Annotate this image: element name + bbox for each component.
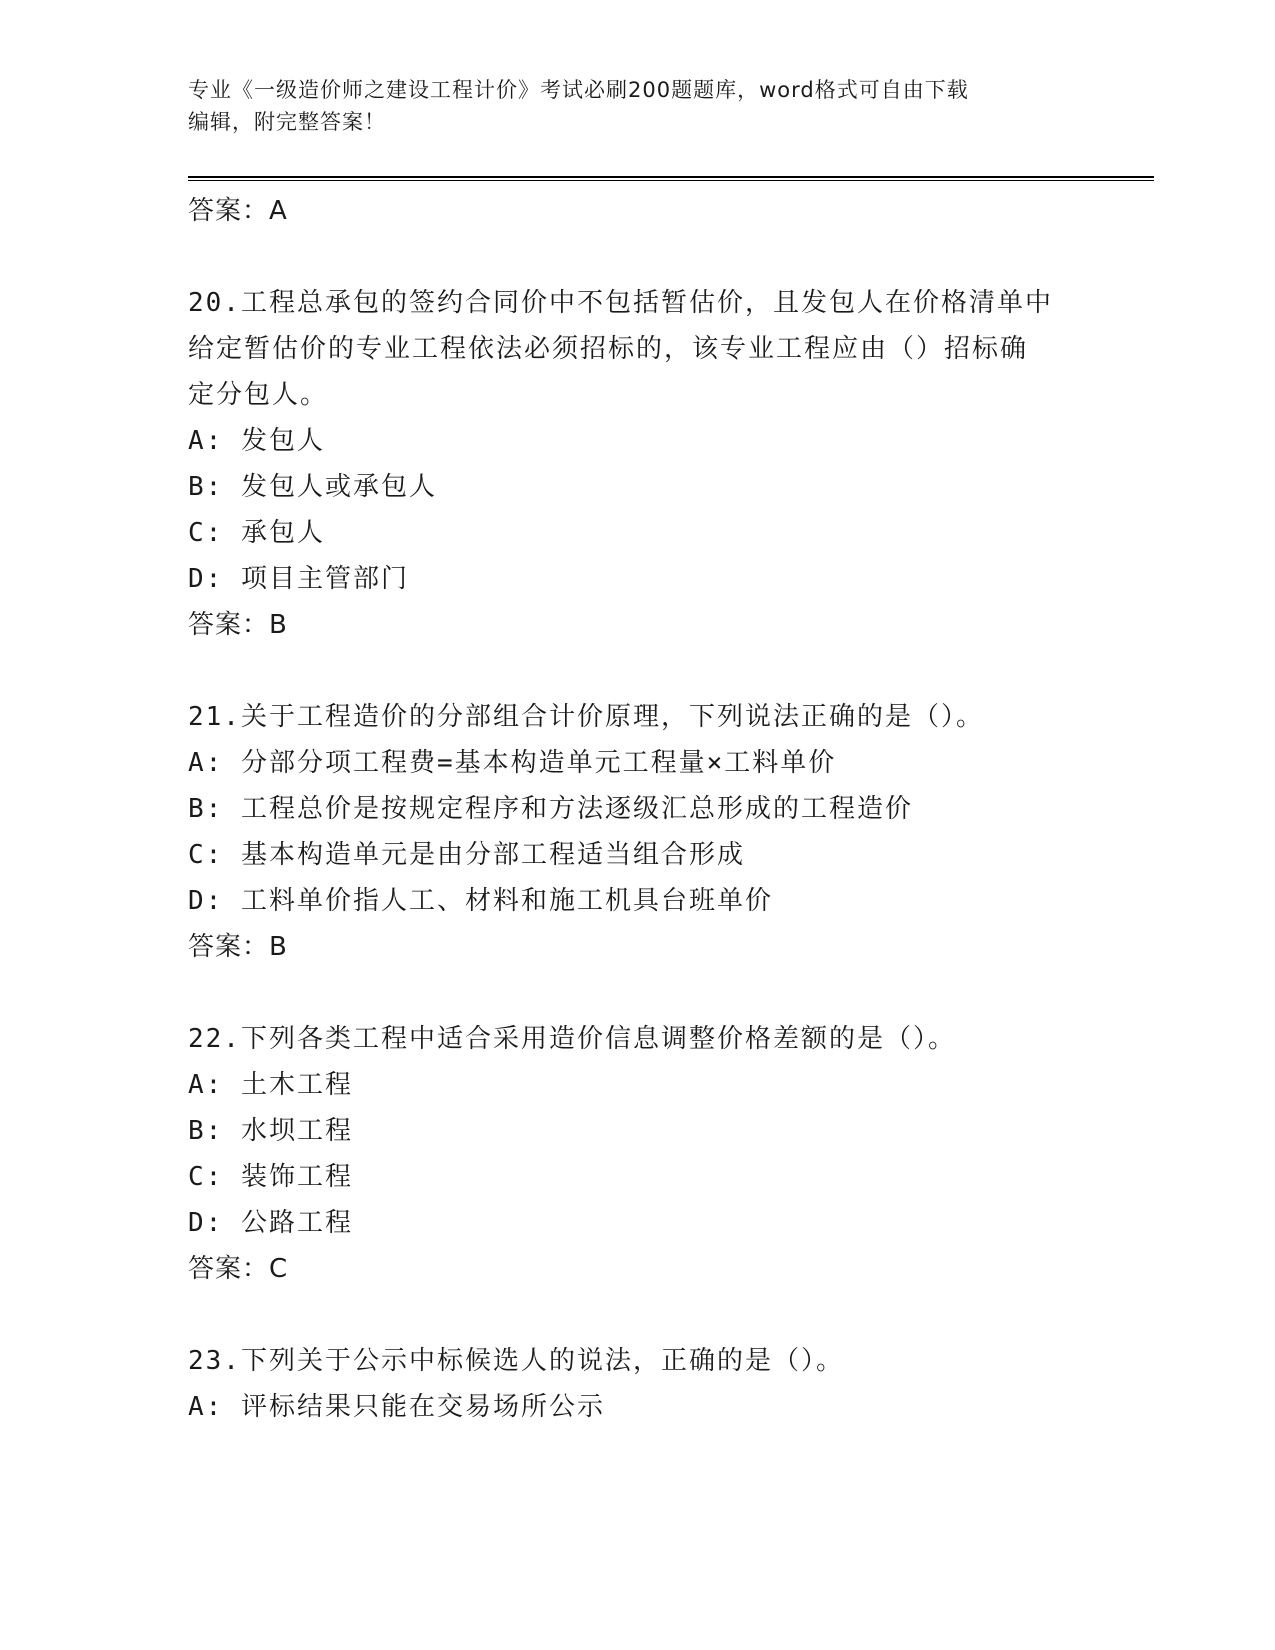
header-line-2: 编辑，附完整答案！ bbox=[188, 110, 386, 134]
option-a: A: 土木工程 bbox=[188, 1070, 353, 1100]
option-c: C: 基本构造单元是由分部工程适当组合形成 bbox=[188, 840, 745, 870]
answer-line: 答案：A bbox=[188, 196, 288, 226]
question-block bbox=[188, 1338, 1088, 1430]
answer-line: 答案：B bbox=[188, 610, 288, 640]
option-b: B: 水坝工程 bbox=[188, 1116, 353, 1146]
question-block bbox=[188, 280, 1088, 648]
question-block bbox=[188, 1016, 1088, 1292]
question-text: 21.关于工程造价的分部组合计价原理，下列说法正确的是（）。 bbox=[188, 702, 984, 732]
option-c: C: 承包人 bbox=[188, 518, 325, 548]
spacer bbox=[188, 234, 1088, 280]
question-text: 23.下列关于公示中标候选人的说法，正确的是（）。 bbox=[188, 1346, 844, 1376]
answer-line: 答案：C bbox=[188, 1254, 289, 1284]
option-b: B: 工程总价是按规定程序和方法逐级汇总形成的工程造价 bbox=[188, 794, 913, 824]
option-c: C: 装饰工程 bbox=[188, 1162, 353, 1192]
question-block bbox=[188, 694, 1088, 970]
option-d: D: 公路工程 bbox=[188, 1208, 353, 1238]
spacer bbox=[188, 648, 1088, 694]
spacer bbox=[188, 1292, 1088, 1338]
header-line-1: 专业《一级造价师之建设工程计价》考试必刷200题题库，word格式可自由下载 bbox=[188, 78, 969, 102]
question-text: 给定暂估价的专业工程依法必须招标的，该专业工程应由（）招标确 bbox=[188, 334, 1029, 364]
option-a: A: 评标结果只能在交易场所公示 bbox=[188, 1392, 605, 1422]
question-list bbox=[188, 188, 1088, 1430]
question-text: 20.工程总承包的签约合同价中不包括暂估价，且发包人在价格清单中 bbox=[188, 288, 1053, 318]
option-a: A: 分部分项工程费=基本构造单元工程量×工料单价 bbox=[188, 748, 837, 778]
option-b: B: 发包人或承包人 bbox=[188, 472, 437, 502]
option-d: D: 项目主管部门 bbox=[188, 564, 409, 594]
option-a: A: 发包人 bbox=[188, 426, 325, 456]
question-text: 定分包人。 bbox=[188, 380, 329, 410]
answer-line: 答案：B bbox=[188, 932, 288, 962]
spacer bbox=[188, 970, 1088, 1016]
question-text: 22.下列各类工程中适合采用造价信息调整价格差额的是（）。 bbox=[188, 1024, 956, 1054]
option-d: D: 工料单价指人工、材料和施工机具台班单价 bbox=[188, 886, 773, 916]
page-header bbox=[188, 74, 1068, 138]
header-divider bbox=[188, 176, 1154, 181]
